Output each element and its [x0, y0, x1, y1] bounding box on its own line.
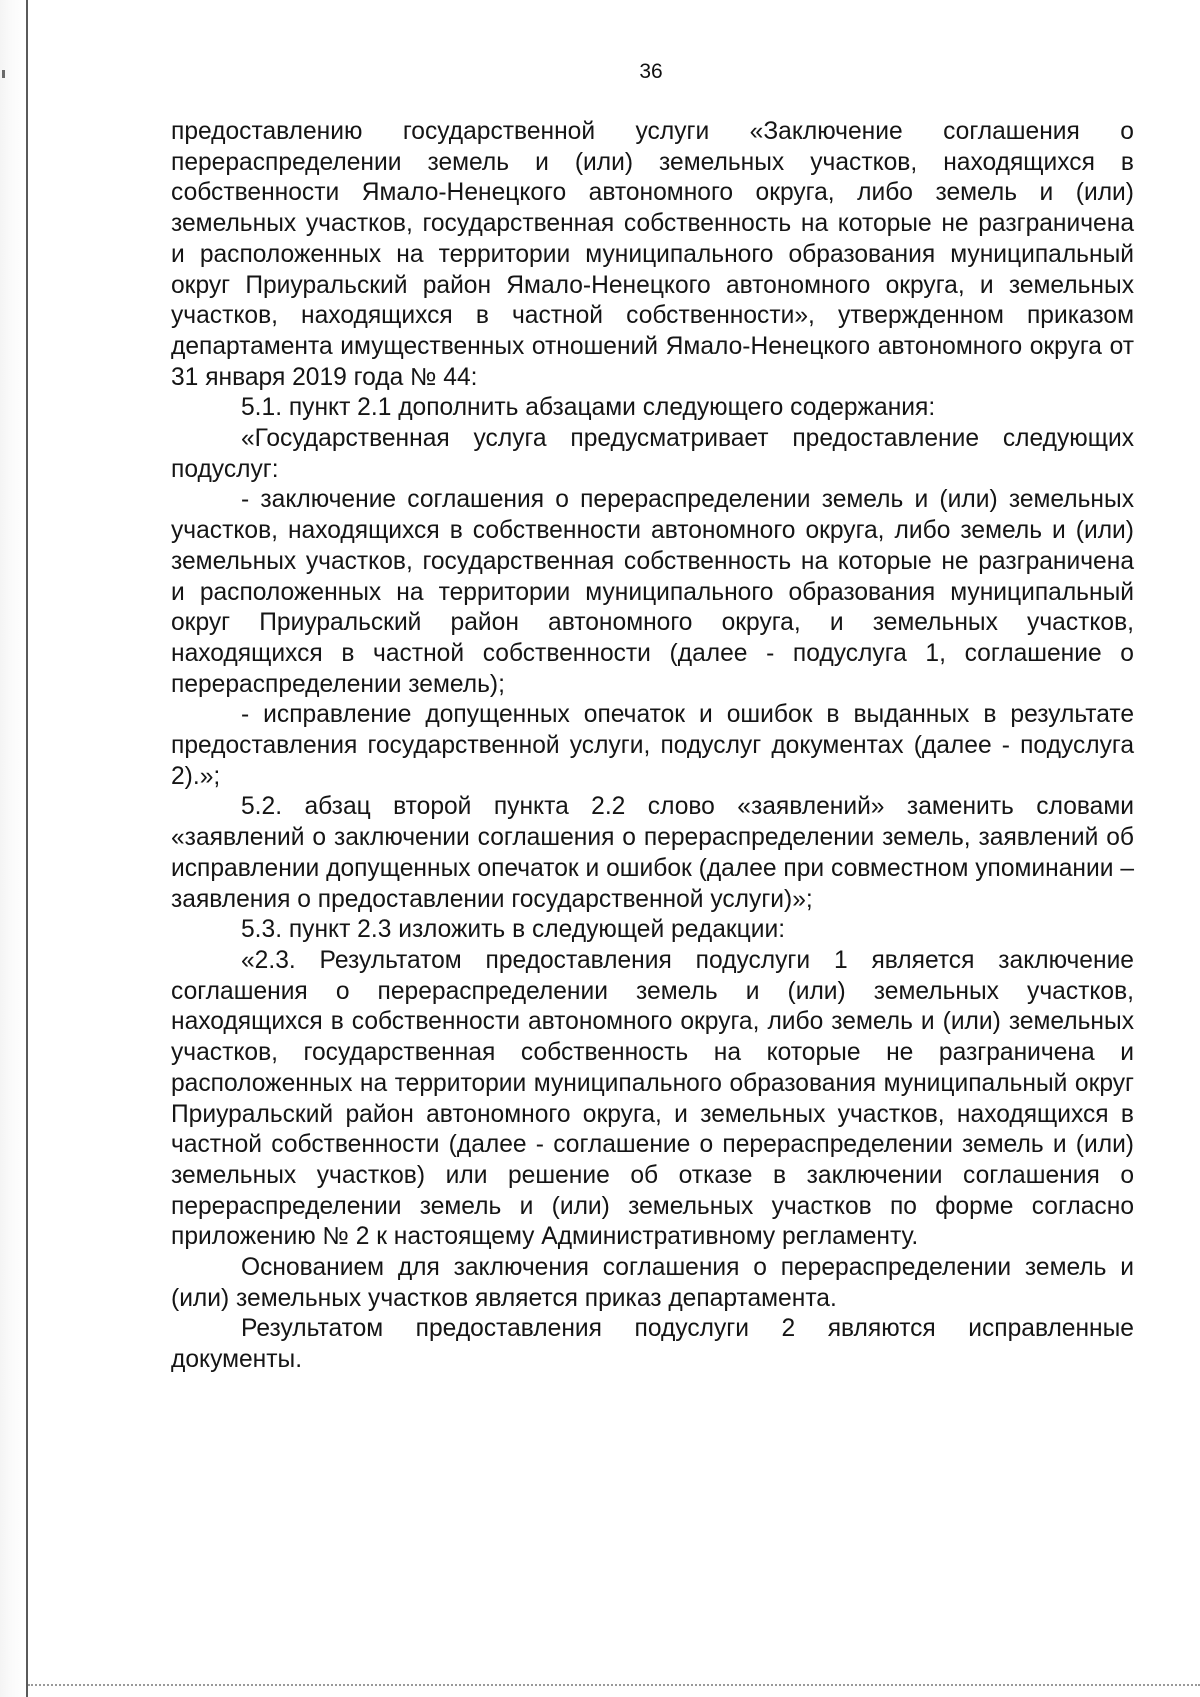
paragraph-subservice-2: - исправление допущенных опечаток и ошибок в выданных в результате предоставления государственной услуги, подуслуг документах (далее - подуслуга 2).»;	[171, 701, 1134, 790]
paragraph-item-5-3: 5.3. пункт 2.3 изложить в следующей редакции:	[241, 916, 786, 944]
scan-left-border	[26, 0, 28, 1697]
scan-left-shadow	[0, 0, 26, 1697]
paragraph-basis: Основанием для заключения соглашения о перераспределении земель и (или) земельных участков является приказ департамента.	[171, 1254, 1134, 1312]
paragraph-subservice-1: - заключение соглашения о перераспределении земель и (или) земельных участков, находящихся в собственности автономного округа, либо земель и (или) земельных участков, государственная собственность на которые не разграничена и расположенных на территории муниципального образования муниципальный округ Приуральский район автономного округа, и земельных участков, находящихся в частной собственности (далее - подуслуга 1, соглашение о перераспределении земель);	[171, 486, 1134, 698]
document-body	[171, 117, 1134, 1376]
scan-bottom-border	[28, 1684, 1200, 1686]
paragraph-service-subservices: «Государственная услуга предусматривает предоставление следующих подуслуг:	[171, 425, 1134, 483]
paragraph-item-5-2: 5.2. абзац второй пункта 2.2 слово «заявлений» заменить словами «заявлений о заключении соглашения о перераспределении земель, заявлений об исправлении допущенных опечаток и ошибок (далее при совместном упоминании – заявления о предоставлении государственной услуги)»;	[171, 793, 1134, 913]
paragraph-result-2: Результатом предоставления подуслуги 2 являются исправленные документы.	[171, 1315, 1134, 1374]
paragraph-item-5-1: 5.1. пункт 2.1 дополнить абзацами следующего содержания:	[241, 394, 936, 422]
paragraph-intro: предоставлению государственной услуги «Заключение соглашения о перераспределении земель и (или) земельных участков, находящихся в собственности Ямало-Ненецкого автономного округа, либо земель и (или) земельных участков, государственная собственность на которые не разграничена и расположенных на территории муниципального образования муниципальный округ Приуральский район Ямало-Ненецкого автономного округа, и земельных участков, находящихся в частной собственности», утвержденном приказом департамента имущественных отношений Ямало-Ненецкого автономного округа от 31 января 2019 года № 44:	[171, 118, 1134, 391]
page-number: 36	[639, 60, 663, 83]
paragraph-clause-2-3: «2.3. Результатом предоставления подуслуги 1 является заключение соглашения о перераспределении земель и (или) земельных участков, находящихся в собственности автономного округа, либо земель и (или) земельных участков, государственная собственность на которые не разграничена и расположенных на территории муниципального образования муниципальный округ Приуральский район автономного округа, и земельных участков, находящихся в частной собственности (далее - соглашение о перераспределении земель и (или) земельных участков) или решение об отказе в заключении соглашения о перераспределении земель и (или) земельных участков по форме согласно приложению № 2 к настоящему Административному регламенту.	[171, 946, 1134, 1251]
